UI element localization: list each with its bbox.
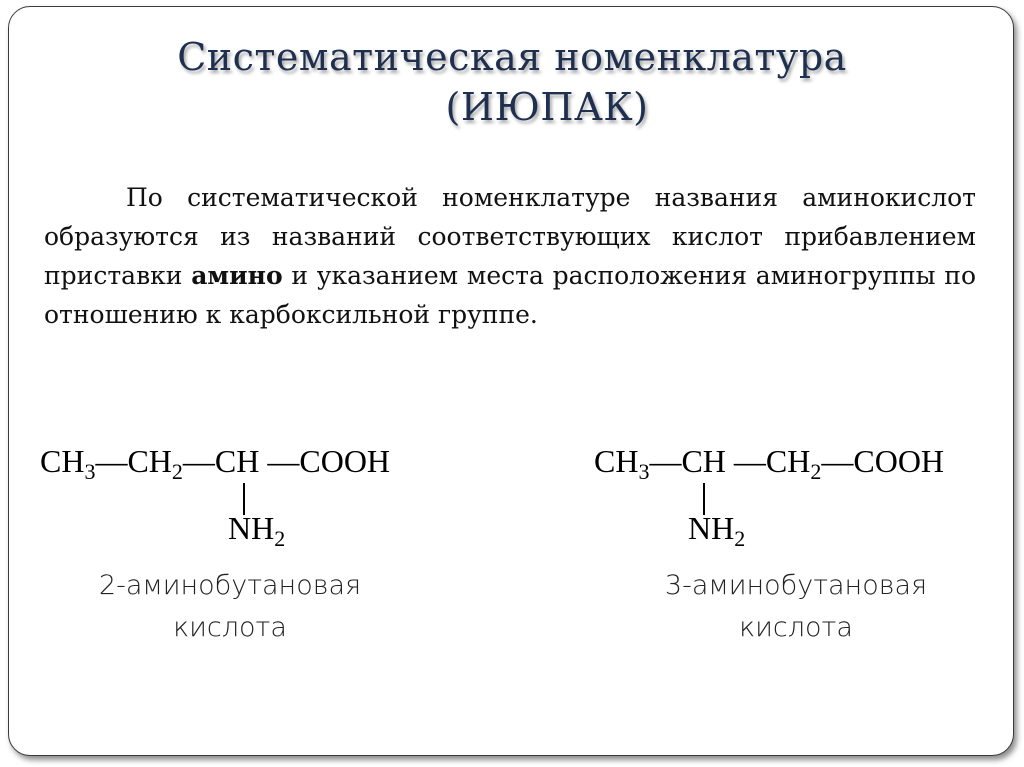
structure-1-name-line-2: кислота <box>173 612 287 643</box>
structure-2-group-3-subscript: 2 <box>810 459 822 484</box>
structure-2-name-line-2: кислота <box>739 612 853 643</box>
structure-2-group-1: CH <box>594 443 639 479</box>
structure-2-bond-1: — <box>649 443 682 479</box>
structure-2-group-3: CH <box>765 443 811 479</box>
structure-2-name-line-1: 3-аминобутановая <box>664 570 928 601</box>
structure-2-amine-group <box>688 510 746 551</box>
paragraph-text-end: и указанием места расположения аминогруппы по отношению к карбоксильной группе. <box>44 261 977 329</box>
slide-title <box>0 32 1024 132</box>
body-paragraph <box>44 178 976 334</box>
structure-2-bond-2: — <box>725 443 766 479</box>
structure-2-group-2: CH <box>681 443 726 479</box>
structure-2-group-1-subscript: 3 <box>638 459 650 484</box>
structure-2-bond-3: — <box>821 443 854 479</box>
structure-2-name <box>636 565 956 649</box>
structure-2-amine-subscript: 2 <box>734 526 746 551</box>
structure-1-amine-subscript: 2 <box>274 526 286 551</box>
structure-1-name-line-1: 2-аминобутановая <box>98 570 362 601</box>
structure-1-group-1: CH <box>40 443 85 479</box>
structure-2-group-4: COOH <box>853 443 945 479</box>
structure-1-formula <box>40 443 391 484</box>
structure-2-amine-label: NH <box>688 510 735 546</box>
structure-1-bond-2: — <box>182 443 215 479</box>
structure-1-name <box>70 565 390 649</box>
structure-1-group-2-subscript: 2 <box>171 459 183 484</box>
title-line-1: Систематическая номенклатура <box>177 35 847 79</box>
structure-1-group-2: CH <box>127 443 172 479</box>
title-line-2: (ИЮПАК) <box>445 85 649 129</box>
structure-1-amine-group <box>228 510 286 551</box>
paragraph-bold-term: амино <box>191 261 283 290</box>
structure-1-group-4: COOH <box>299 443 391 479</box>
structure-1-bond-1: — <box>95 443 128 479</box>
structure-1-group-3: CH <box>214 443 260 479</box>
paragraph-text-start: По систематической номенклатуре названия аминокислот образуются из названий соответствующих кислот прибавлением приставки <box>44 183 976 290</box>
structure-1-group-1-subscript: 3 <box>84 459 96 484</box>
structure-1-bond-3: — <box>259 443 300 479</box>
structure-1-amine-label: NH <box>228 510 275 546</box>
structure-2-formula <box>594 443 945 484</box>
